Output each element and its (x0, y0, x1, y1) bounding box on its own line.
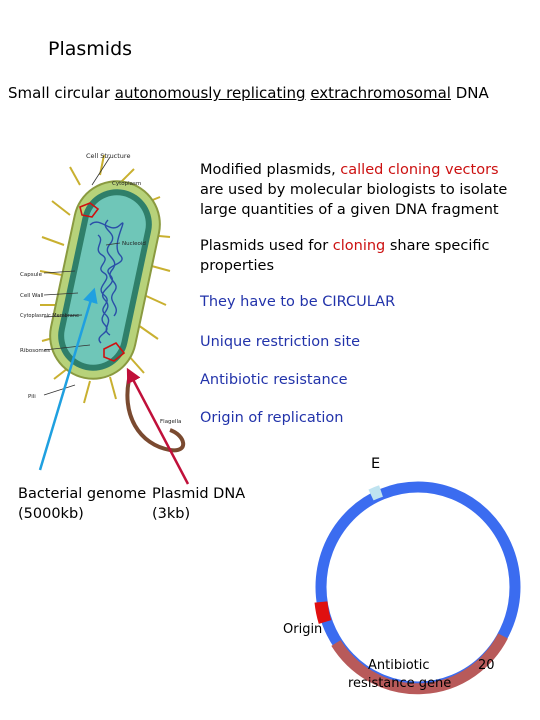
subtitle-word-4: DNA (455, 84, 489, 102)
para1-pre: Modified plasmids, (200, 162, 336, 178)
restriction-site-marker (371, 491, 381, 495)
plasmid-dna-size: (3kb) (152, 506, 191, 522)
label-pili: Pili (28, 394, 36, 400)
para2-line2: properties (200, 258, 274, 274)
label-nucleoid: Nucleoid (122, 241, 146, 247)
property-origin: Origin of replication (200, 410, 344, 426)
para1-line3: large quantities of a given DNA fragment (200, 202, 499, 218)
para2-pre: Plasmids used for (200, 238, 329, 254)
plasmid-dna-label: Plasmid DNA (152, 486, 246, 502)
origin-segment (321, 602, 325, 622)
restriction-site-label: E (371, 456, 381, 472)
page-title: Plasmids (48, 38, 133, 60)
label-ribosomes: Ribosomes (20, 348, 51, 354)
para2-highlight: cloning (332, 238, 386, 254)
origin-label: Origin (283, 622, 323, 637)
subtitle-word-2: autonomously replicating (114, 84, 306, 102)
para1-highlight: called cloning vectors (340, 162, 499, 178)
label-cell-structure: Cell Structure (86, 152, 131, 160)
bacterial-genome-label: Bacterial genome (18, 486, 147, 502)
property-circular: They have to be CIRCULAR (200, 294, 396, 310)
property-restriction-site: Unique restriction site (200, 334, 361, 350)
label-flagella: Flagella (160, 419, 182, 425)
resistance-label-line1: Antibiotic (368, 658, 430, 673)
subtitle-word-3: extrachromosomal (310, 84, 451, 102)
page-number: 20 (478, 658, 495, 673)
bacterial-genome-arrow (40, 290, 94, 470)
para1-line2: are used by molecular biologists to isolate (200, 182, 508, 198)
subtitle-word-1: Small circular (8, 84, 110, 102)
para2-post: share specific (389, 238, 490, 254)
label-cytoplasmic-membrane: Cytoplasmic Membrane (20, 313, 80, 319)
resistance-label-line2: resistance gene (348, 676, 452, 691)
label-capsule: Capsule (20, 272, 42, 278)
plasmid-dna-arrow (128, 370, 188, 484)
label-cytoplasm: Cytoplasm (112, 181, 142, 187)
label-cell-wall: Cell Wall (20, 293, 44, 299)
bacterial-genome-size: (5000kb) (18, 506, 84, 522)
property-antibiotic-resistance: Antibiotic resistance (200, 372, 348, 388)
